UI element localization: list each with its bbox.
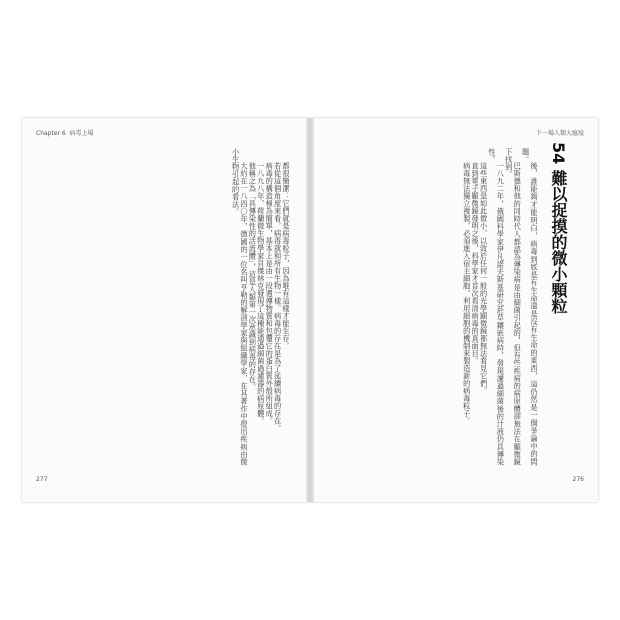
- chapter-label: Chapter 6: [36, 130, 66, 137]
- paragraph: 一八九二年，俄國科學家伊凡諾夫斯基研究菸草鑲嵌病時，發現濾過細菌後的汁液仍具傳染性。: [487, 148, 506, 466]
- chapter-name: 病毒上場: [69, 130, 94, 137]
- paragraph: 後，誰能夠才能明白，病毒到底是有生命還是沒有生命的東西，這仍然是一個爭論中的問題。: [521, 148, 539, 466]
- paragraph: 都很簡潔：它們就是病毒粒子，因為唯有這樣才能生存。: [282, 162, 291, 350]
- left-running-head: [36, 128, 94, 137]
- right-page-number: 276: [572, 476, 584, 483]
- paragraph: 一八九八年，荷蘭微生物學家貝傑林克發現了這種能通過細菌過濾器的病原體。: [256, 162, 266, 425]
- left-body-text: [38, 148, 290, 466]
- paragraph: 若從這個角度來看，病毒就和所有生物一樣。病毒的存在是為了延續病毒的存在。: [273, 162, 283, 433]
- paragraph: 病毒無法獨立複製，必須進入宿主細胞，利用細胞的機制來製造新的病毒粒子。: [462, 162, 472, 425]
- paragraph: 巴斯德和他的同時代人都認為傳染病是由細菌引起的，但有些疾病的病原體卻無法在顯微鏡下找到。: [504, 148, 523, 466]
- right-body-text: [330, 148, 538, 466]
- paragraph: 直到電子顯微鏡發明之後，科學家才首次看清病毒的真面目。: [471, 162, 481, 365]
- left-page-number: 277: [36, 476, 48, 483]
- right-running-head: 下一場人類大瘟疫: [535, 130, 584, 137]
- right-page: [310, 118, 598, 502]
- paragraph: 大約在一八四〇年，德國的一位名叫亨勒的解剖學家與組織學家，在其著作中提出疾病由微小生物引起的看法。: [231, 148, 249, 466]
- chapter-title: 54 難以捉摸的微小顆粒: [549, 142, 568, 314]
- book-spread: [22, 118, 598, 502]
- paragraph: 這些東西是如此微小，以致於任何一般的光學顯微鏡都無法看見它們。: [479, 162, 489, 395]
- paragraph: 病毒的構造極為簡單，基本上是由一段遺傳物質和包覆它的蛋白質外殼所組成。: [265, 162, 275, 425]
- paragraph: 他稱之為「具傳染性的活流體」，這是人類第一次意識到病毒的存在。: [248, 162, 258, 392]
- left-page: [22, 118, 310, 502]
